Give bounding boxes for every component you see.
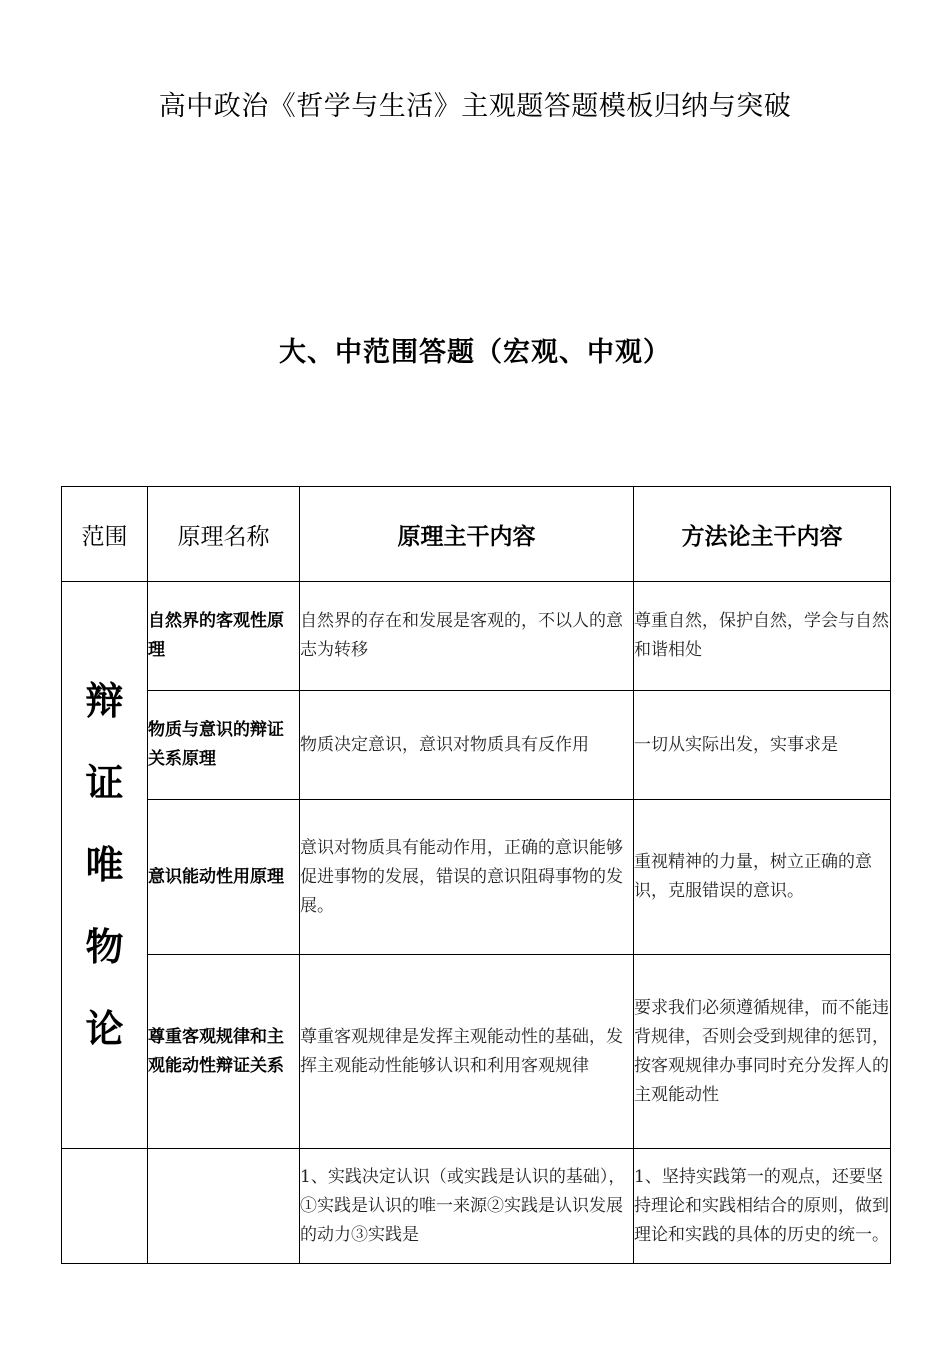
principle-name-cell [148, 1149, 300, 1264]
methodology-content-cell: 重视精神的力量，树立正确的意识，克服错误的意识。 [634, 800, 891, 955]
principle-content-cell: 意识对物质具有能动作用，正确的意识能够促进事物的发展，错误的意识阻碍事物的发展。 [300, 800, 634, 955]
methodology-content-cell: 一切从实际出发，实事求是 [634, 691, 891, 800]
header-methodology-content: 方法论主干内容 [634, 487, 891, 582]
scope-cell [62, 1149, 148, 1264]
principles-table [61, 486, 891, 1264]
methodology-content-cell: 1、坚持实践第一的观点，还要坚持理论和实践相结合的原则，做到理论和实践的具体的历史的统一。 [634, 1149, 891, 1264]
scope-label: 辩证唯物论 [85, 678, 124, 1051]
table-header-row [62, 487, 891, 582]
section-title: 大、中范围答题（宏观、中观） [279, 337, 671, 368]
table-row [62, 1149, 891, 1264]
table-row [62, 691, 891, 800]
table-row [62, 800, 891, 955]
principle-content-cell: 自然界的存在和发展是客观的，不以人的意志为转移 [300, 582, 634, 691]
methodology-content-cell: 尊重自然，保护自然，学会与自然和谐相处 [634, 582, 891, 691]
header-scope: 范围 [62, 487, 148, 582]
document-title: 高中政治《哲学与生活》主观题答题模板归纳与突破 [158, 91, 792, 122]
principle-name-cell: 物质与意识的辩证关系原理 [148, 691, 300, 800]
principle-name-cell: 意识能动性用原理 [148, 800, 300, 955]
principle-content-cell: 1、实践决定认识（或实践是认识的基础），①实践是认识的唯一来源②实践是认识发展的动力③实践是 [300, 1149, 634, 1264]
methodology-content-cell: 要求我们必须遵循规律，而不能违背规律，否则会受到规律的惩罚，按客观规律办事同时充分发挥人的主观能动性 [634, 955, 891, 1149]
header-principle-content: 原理主干内容 [300, 487, 634, 582]
principle-name-cell: 自然界的客观性原理 [148, 582, 300, 691]
principle-content-cell: 物质决定意识，意识对物质具有反作用 [300, 691, 634, 800]
table-row [62, 955, 891, 1149]
table-row [62, 582, 891, 691]
scope-cell [62, 582, 148, 1149]
principle-name-cell: 尊重客观规律和主观能动性辩证关系 [148, 955, 300, 1149]
header-principle-name: 原理名称 [148, 487, 300, 582]
principle-content-cell: 尊重客观规律是发挥主观能动性的基础，发挥主观能动性能够认识和利用客观规律 [300, 955, 634, 1149]
